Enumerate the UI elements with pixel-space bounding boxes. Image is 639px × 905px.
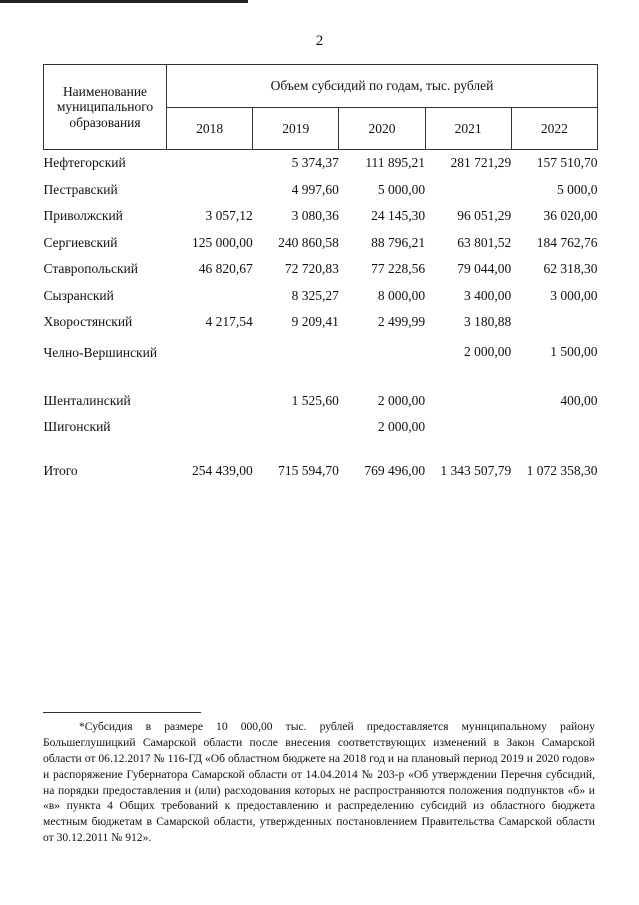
header-year: 2019 xyxy=(253,108,339,150)
subsidy-value xyxy=(511,309,597,336)
table-row xyxy=(44,283,598,310)
subsidy-value: 88 796,21 xyxy=(371,234,426,250)
subsidy-value: 1 072 358,30 xyxy=(526,462,598,478)
municipality-name: Шенталинский xyxy=(43,392,131,408)
subsidy-value: 5 374,37 xyxy=(291,155,339,171)
subsidy-value: 111 895,21 xyxy=(365,155,426,171)
subsidy-value: 79 044,00 xyxy=(457,261,512,277)
subsidy-value xyxy=(167,177,253,204)
subsidy-value xyxy=(425,388,511,415)
subsidy-value: 769 496,00 xyxy=(364,462,426,478)
subsidy-value: 715 594,70 xyxy=(278,462,339,478)
table-row xyxy=(44,414,598,441)
page-number: 2 xyxy=(315,33,324,49)
header-year: 2022 xyxy=(511,108,597,150)
subsidy-value: 125 000,00 xyxy=(191,234,253,250)
subsidy-value: 96 051,29 xyxy=(457,208,512,224)
subsidy-value: 2 000,00 xyxy=(464,343,512,359)
table-row xyxy=(44,150,598,177)
subsidies-table xyxy=(43,64,598,484)
subsidy-value: 4 997,60 xyxy=(291,181,339,197)
footnote: *Субсидия в размере 10 000,00 тыс. рублей предоставляется муниципальному району Большеглушицкий Самарской области после внесения соответствующих изменений в Закон Самарской области от 06.12.2017 № 116-ГД «Об областном бюджете на 2018 год и на плановый период 2019 и 2020 годов» и распоряжение Губернатора Самарской области от 14.04.2014 № 203-р «Об утверждении Перечня субсидий, на порядки предоставления и (или) расходования которых не распространяются положения подпунктов «б» и «в» пункта 4 Общих требований к предоставлению и распределению субсидий из областного бюджета местным бюджетам в Самарской области, утвержденных постановлением Правительства Самарской области от 30.12.2011 № 912». xyxy=(43,720,595,845)
header-year: 2018 xyxy=(167,108,253,150)
municipality-name: Челно-Вершинский xyxy=(43,344,158,360)
subsidy-value: 4 217,54 xyxy=(205,314,253,330)
subsidy-value: 63 801,52 xyxy=(457,234,512,250)
table-row xyxy=(44,388,598,415)
municipality-name: Нефтегорский xyxy=(43,155,126,171)
subsidy-value: 3 000,00 xyxy=(550,287,598,303)
subsidy-value: 24 145,30 xyxy=(371,208,426,224)
municipality-name: Сызранский xyxy=(43,287,114,303)
subsidy-value xyxy=(167,150,253,177)
municipality-name: Ставропольский xyxy=(43,261,138,277)
subsidy-value: 9 209,41 xyxy=(291,314,339,330)
header-subsidy-volume: Объем субсидий по годам, тыс. рублей xyxy=(167,65,598,108)
subsidy-value: 5 000,0 xyxy=(557,181,598,197)
subsidy-value: 8 000,00 xyxy=(377,287,426,303)
table-total-row xyxy=(44,441,598,484)
subsidy-value: 72 720,83 xyxy=(284,261,339,277)
subsidy-value xyxy=(167,336,253,388)
subsidy-value: 36 020,00 xyxy=(543,208,598,224)
subsidy-value xyxy=(253,336,339,388)
header-municipality: Наименование муниципального образования xyxy=(44,65,167,150)
table-row xyxy=(44,309,598,336)
table-row xyxy=(44,336,598,388)
municipality-name: Сергиевский xyxy=(43,234,118,250)
subsidy-value: 62 318,30 xyxy=(543,261,598,277)
subsidy-value: 1 343 507,79 xyxy=(440,462,512,478)
table-row xyxy=(44,256,598,283)
subsidy-value: 2 499,99 xyxy=(377,314,426,330)
subsidy-value: 184 762,76 xyxy=(536,234,598,250)
subsidy-value xyxy=(425,177,511,204)
subsidy-value: 254 439,00 xyxy=(191,462,253,478)
subsidy-value xyxy=(167,388,253,415)
header-year: 2020 xyxy=(339,108,425,150)
municipality-name: Итого xyxy=(43,462,78,478)
subsidy-value: 77 228,56 xyxy=(371,261,426,277)
subsidy-value: 8 325,27 xyxy=(291,287,339,303)
table-body xyxy=(44,150,598,484)
municipality-name: Шигонский xyxy=(43,419,111,435)
subsidy-value: 400,00 xyxy=(560,392,598,408)
subsidy-value: 46 820,67 xyxy=(198,261,253,277)
table-row xyxy=(44,203,598,230)
subsidy-value: 5 000,00 xyxy=(377,181,426,197)
header-year: 2021 xyxy=(425,108,511,150)
subsidy-value: 240 860,58 xyxy=(278,234,339,250)
subsidy-value xyxy=(253,414,339,441)
table-row xyxy=(44,230,598,257)
municipality-name: Пестравский xyxy=(43,181,118,197)
subsidy-value: 3 180,88 xyxy=(464,314,512,330)
subsidy-value: 157 510,70 xyxy=(536,155,598,171)
footnote-separator xyxy=(43,712,201,713)
table-row xyxy=(44,177,598,204)
subsidy-value xyxy=(511,414,597,441)
top-rule xyxy=(0,0,248,3)
subsidy-value xyxy=(167,414,253,441)
subsidy-value: 1 525,60 xyxy=(291,392,339,408)
subsidy-value: 3 400,00 xyxy=(464,287,512,303)
subsidy-value xyxy=(425,414,511,441)
subsidy-value xyxy=(339,336,425,388)
subsidy-value: 2 000,00 xyxy=(377,392,426,408)
municipality-name: Хворостянский xyxy=(43,314,133,330)
subsidy-value: 1 500,00 xyxy=(550,343,598,359)
subsidy-value xyxy=(167,283,253,310)
subsidy-value: 3 057,12 xyxy=(205,208,253,224)
municipality-name: Приволжский xyxy=(43,208,123,224)
subsidy-value: 2 000,00 xyxy=(377,419,426,435)
subsidy-value: 281 721,29 xyxy=(450,155,512,171)
subsidy-value: 3 080,36 xyxy=(291,208,339,224)
